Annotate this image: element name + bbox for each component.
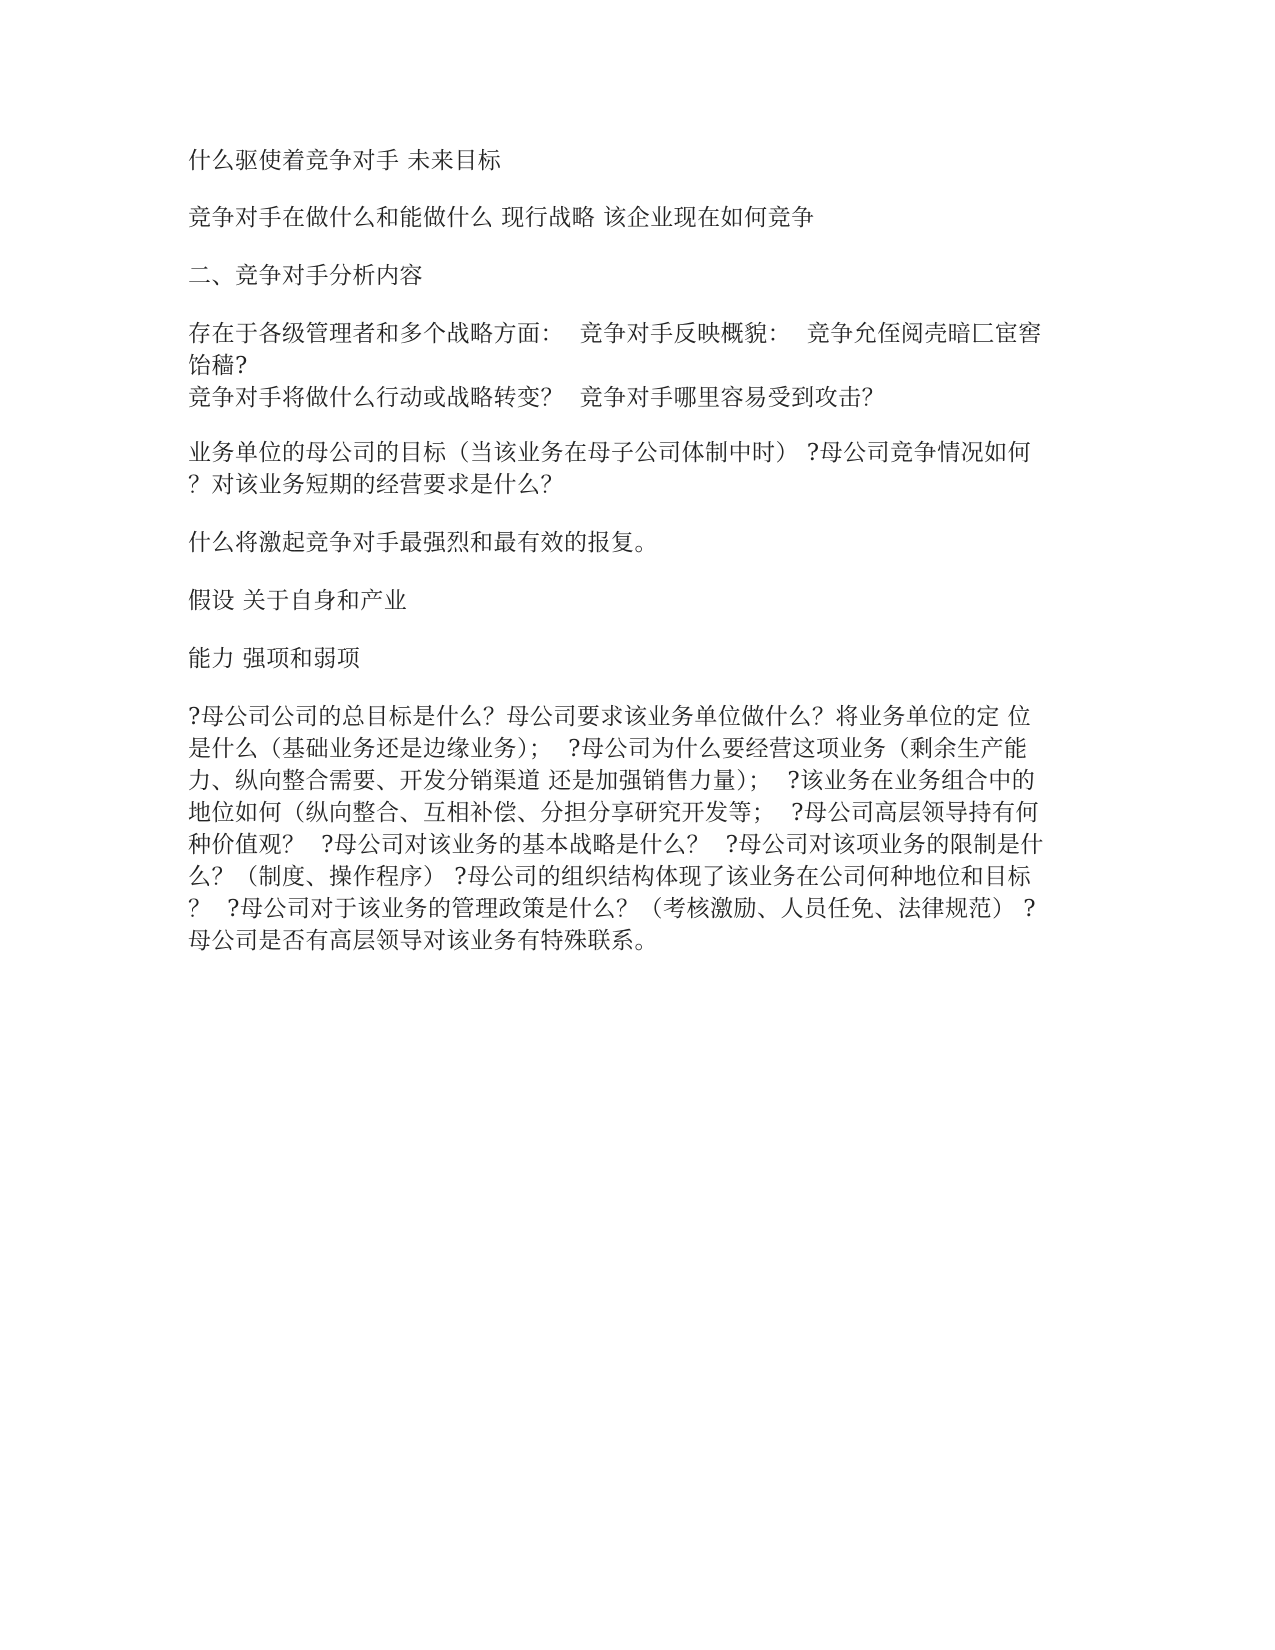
text-line: 是什么（基础业务还是边缘业务）； ?母公司为什么要经营这项业务（剩余生产能 (188, 736, 1028, 762)
text-line: 母公司是否有高层领导对该业务有特殊联系。 (188, 928, 658, 954)
text-line: ?母公司公司的总目标是什么？母公司要求该业务单位做什么？将业务单位的定 位 (188, 704, 1032, 730)
text-line: 能力 强项和弱项 (188, 646, 361, 672)
text-line: 竞争对手在做什么和能做什么 现行战略 该企业现在如何竞争 (188, 205, 815, 231)
paragraph-parent-questions (188, 701, 1088, 957)
paragraph-capabilities (188, 643, 1088, 675)
text-line: ？对该业务短期的经营要求是什么？ (188, 472, 564, 498)
paragraph-management-levels (188, 318, 1088, 414)
text-line: 么？（制度、操作程序） ?母公司的组织结构体现了该业务在公司何种地位和目标 (188, 864, 1032, 890)
section-heading (188, 260, 1088, 292)
text-line: 种价值观？ ?母公司对该业务的基本战略是什么？ ?母公司对该项业务的限制是什 (188, 832, 1044, 858)
text-line: 地位如何（纵向整合、互相补偿、分担分享研究开发等； ?母公司高层领导持有何 (188, 800, 1039, 826)
paragraph-retaliation (188, 527, 1088, 559)
paragraph-parent-goals (188, 437, 1088, 501)
text-line: 竞争对手将做什么行动或战略转变？ 竞争对手哪里容易受到攻击？ (188, 385, 886, 411)
text-line: 业务单位的母公司的目标（当该业务在母子公司体制中时） ?母公司竞争情况如何 (188, 440, 1032, 466)
text-line: 什么将激起竞争对手最强烈和最有效的报复。 (188, 530, 658, 556)
text-line: 存在于各级管理者和多个战略方面： 竞争对手反映概貌： 竞争允侄阅壳暗匚宦窖 (188, 321, 1042, 347)
text-line: 什么驱使着竞争对手 未来目标 (188, 148, 502, 174)
heading-text: 二、竞争对手分析内容 (188, 263, 423, 289)
paragraph-assumptions (188, 585, 1088, 617)
text-line: ？ ?母公司对于该业务的管理政策是什么？（考核激励、人员任免、法律规范） ? (188, 896, 1037, 922)
paragraph-future-goals (188, 145, 1088, 177)
text-line: 饴穑? (188, 353, 248, 379)
text-line: 力、纵向整合需要、开发分销渠道 还是加强销售力量）； ?该业务在业务组合中的 (188, 768, 1036, 794)
text-line: 假设 关于自身和产业 (188, 588, 408, 614)
paragraph-current-strategy (188, 202, 1088, 234)
